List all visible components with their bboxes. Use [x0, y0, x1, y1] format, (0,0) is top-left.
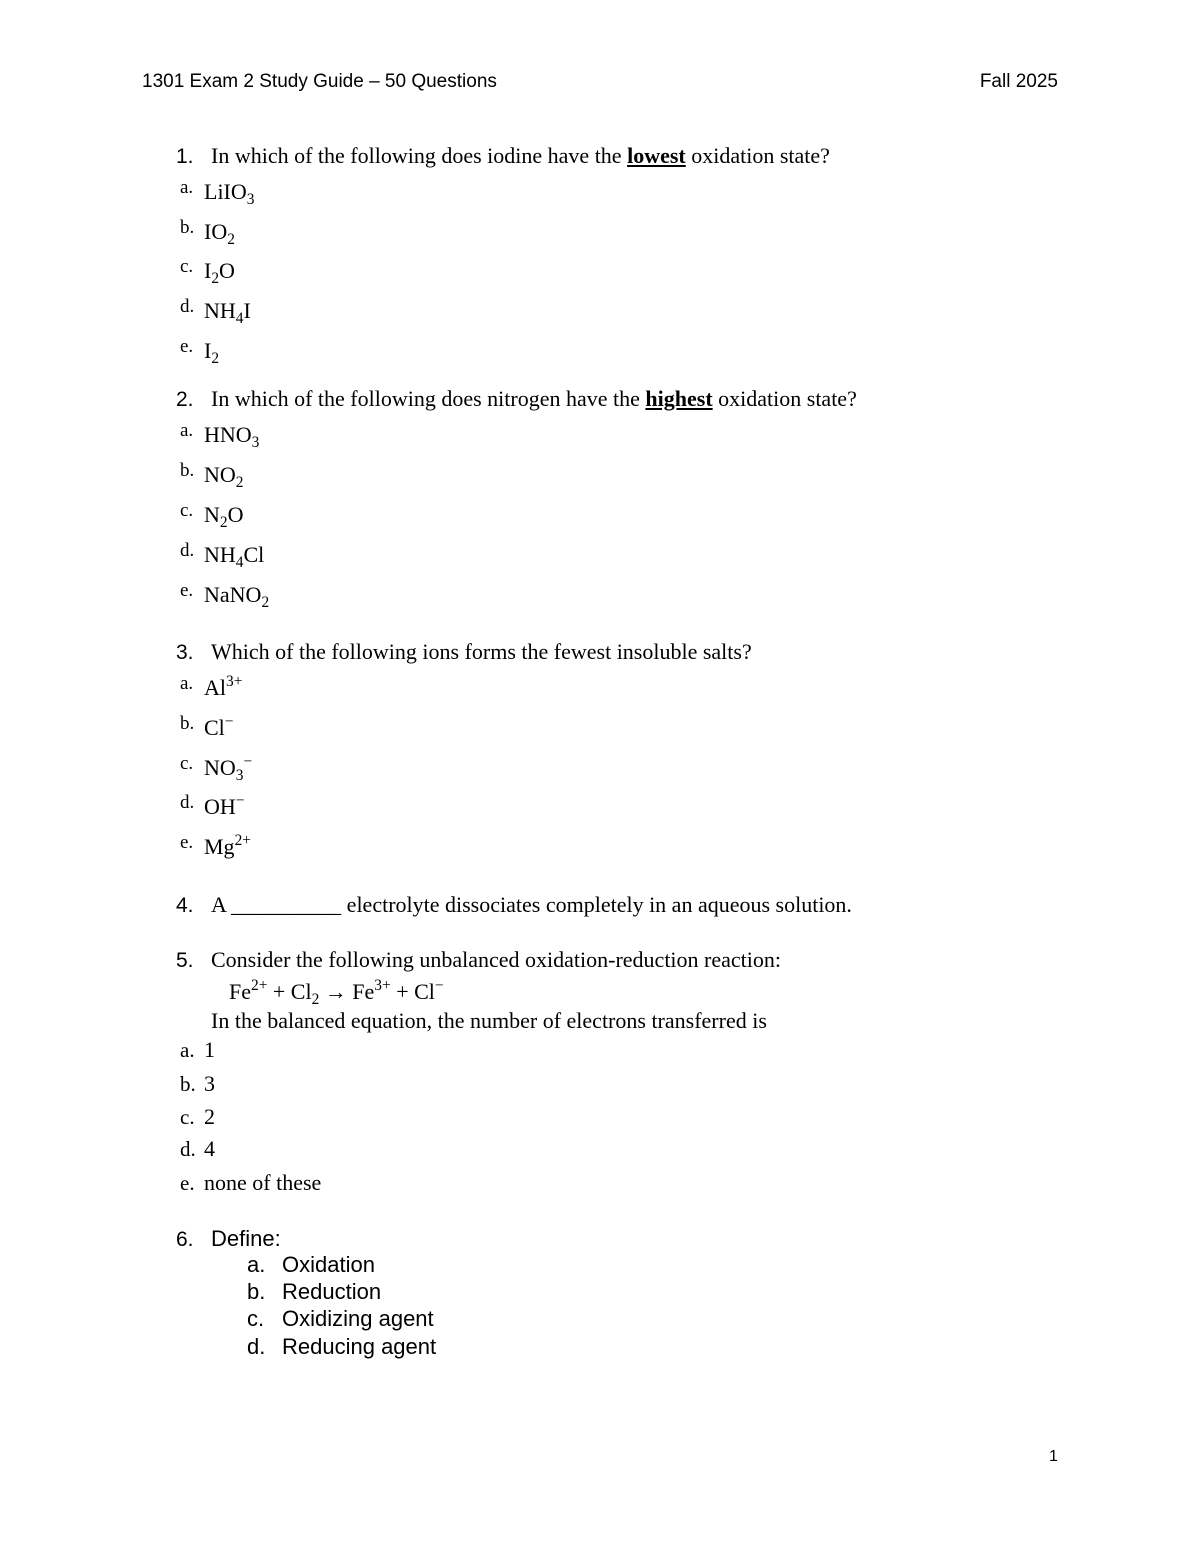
option-3d: d. OH−: [180, 792, 245, 819]
question-number: 6.: [176, 1228, 194, 1251]
document-title: 1301 Exam 2 Study Guide – 50 Questions: [142, 71, 497, 92]
question-3: [176, 639, 752, 665]
question-1: [176, 143, 830, 169]
option-3b: b. Cl−: [180, 713, 234, 740]
document-term: Fall 2025: [979, 71, 1058, 92]
question-4: [176, 892, 852, 918]
option-3e: e. $Mg^{2+}$: [180, 832, 251, 859]
option-1e: e. $I_2$: [180, 336, 220, 367]
question-2: [176, 386, 857, 412]
option-5b: b. 3: [180, 1071, 215, 1096]
option-3c: c. $NO_3^-$: [180, 753, 253, 784]
option-1d: d. $NH_4I$: [180, 296, 251, 327]
option-5d: d. 4: [180, 1136, 215, 1161]
option-1c: c. $I_2O$: [180, 256, 235, 287]
question-text: Consider the following unbalanced oxidation-reduction reaction:: [211, 947, 782, 972]
question-number: 5.: [176, 949, 194, 972]
question-5-followup: In the balanced equation, the number of electrons transferred is: [211, 1008, 767, 1033]
question-text: A __________ electrolyte dissociates completely in an aqueous solution.: [211, 892, 852, 917]
define-item-reduction: b. Reduction: [247, 1279, 382, 1304]
option-5e: e. none of these: [180, 1170, 322, 1195]
reaction-equation: $Fe^{2+} + Cl_2 \to Fe^{3+} + Cl^-$: [229, 977, 444, 1008]
option-5c: c. 2: [180, 1104, 215, 1129]
question-number: 1.: [176, 145, 194, 168]
option-2b: b. $NO_2$: [180, 460, 244, 491]
question-number: 4.: [176, 894, 194, 917]
question-number: 2.: [176, 388, 194, 411]
emphasis-word: highest: [645, 386, 713, 411]
question-text: In which of the following does iodine have the lowest oxidation state?: [211, 143, 830, 168]
define-item-oxidizing-agent: c. Oxidizing agent: [247, 1306, 434, 1331]
question-6: [176, 1226, 281, 1252]
option-3a: a. $Al^{3+}$: [180, 673, 243, 700]
question-text: Define:: [211, 1226, 281, 1251]
define-item-oxidation: a. Oxidation: [247, 1252, 375, 1277]
question-number: 3.: [176, 641, 194, 664]
option-1a: a. LiIO$_3$: [180, 177, 255, 208]
option-1b: b. $IO_2$: [180, 217, 235, 248]
question-text: Which of the following ions forms the fewest insoluble salts?: [211, 639, 752, 664]
option-2a: a. $HNO_3$: [180, 420, 260, 451]
option-2d: d. $NH_4Cl$: [180, 540, 265, 571]
define-item-reducing-agent: d. Reducing agent: [247, 1334, 437, 1359]
option-2c: c. $N_2O$: [180, 500, 244, 531]
question-text: In which of the following does nitrogen have the highest oxidation state?: [211, 386, 857, 411]
page-number: 1: [1049, 1448, 1058, 1465]
emphasis-word: lowest: [627, 143, 686, 168]
option-5a: a. 1: [180, 1037, 215, 1062]
question-5: [176, 947, 781, 973]
option-2e: e. NaNO$_2$: [180, 580, 270, 611]
